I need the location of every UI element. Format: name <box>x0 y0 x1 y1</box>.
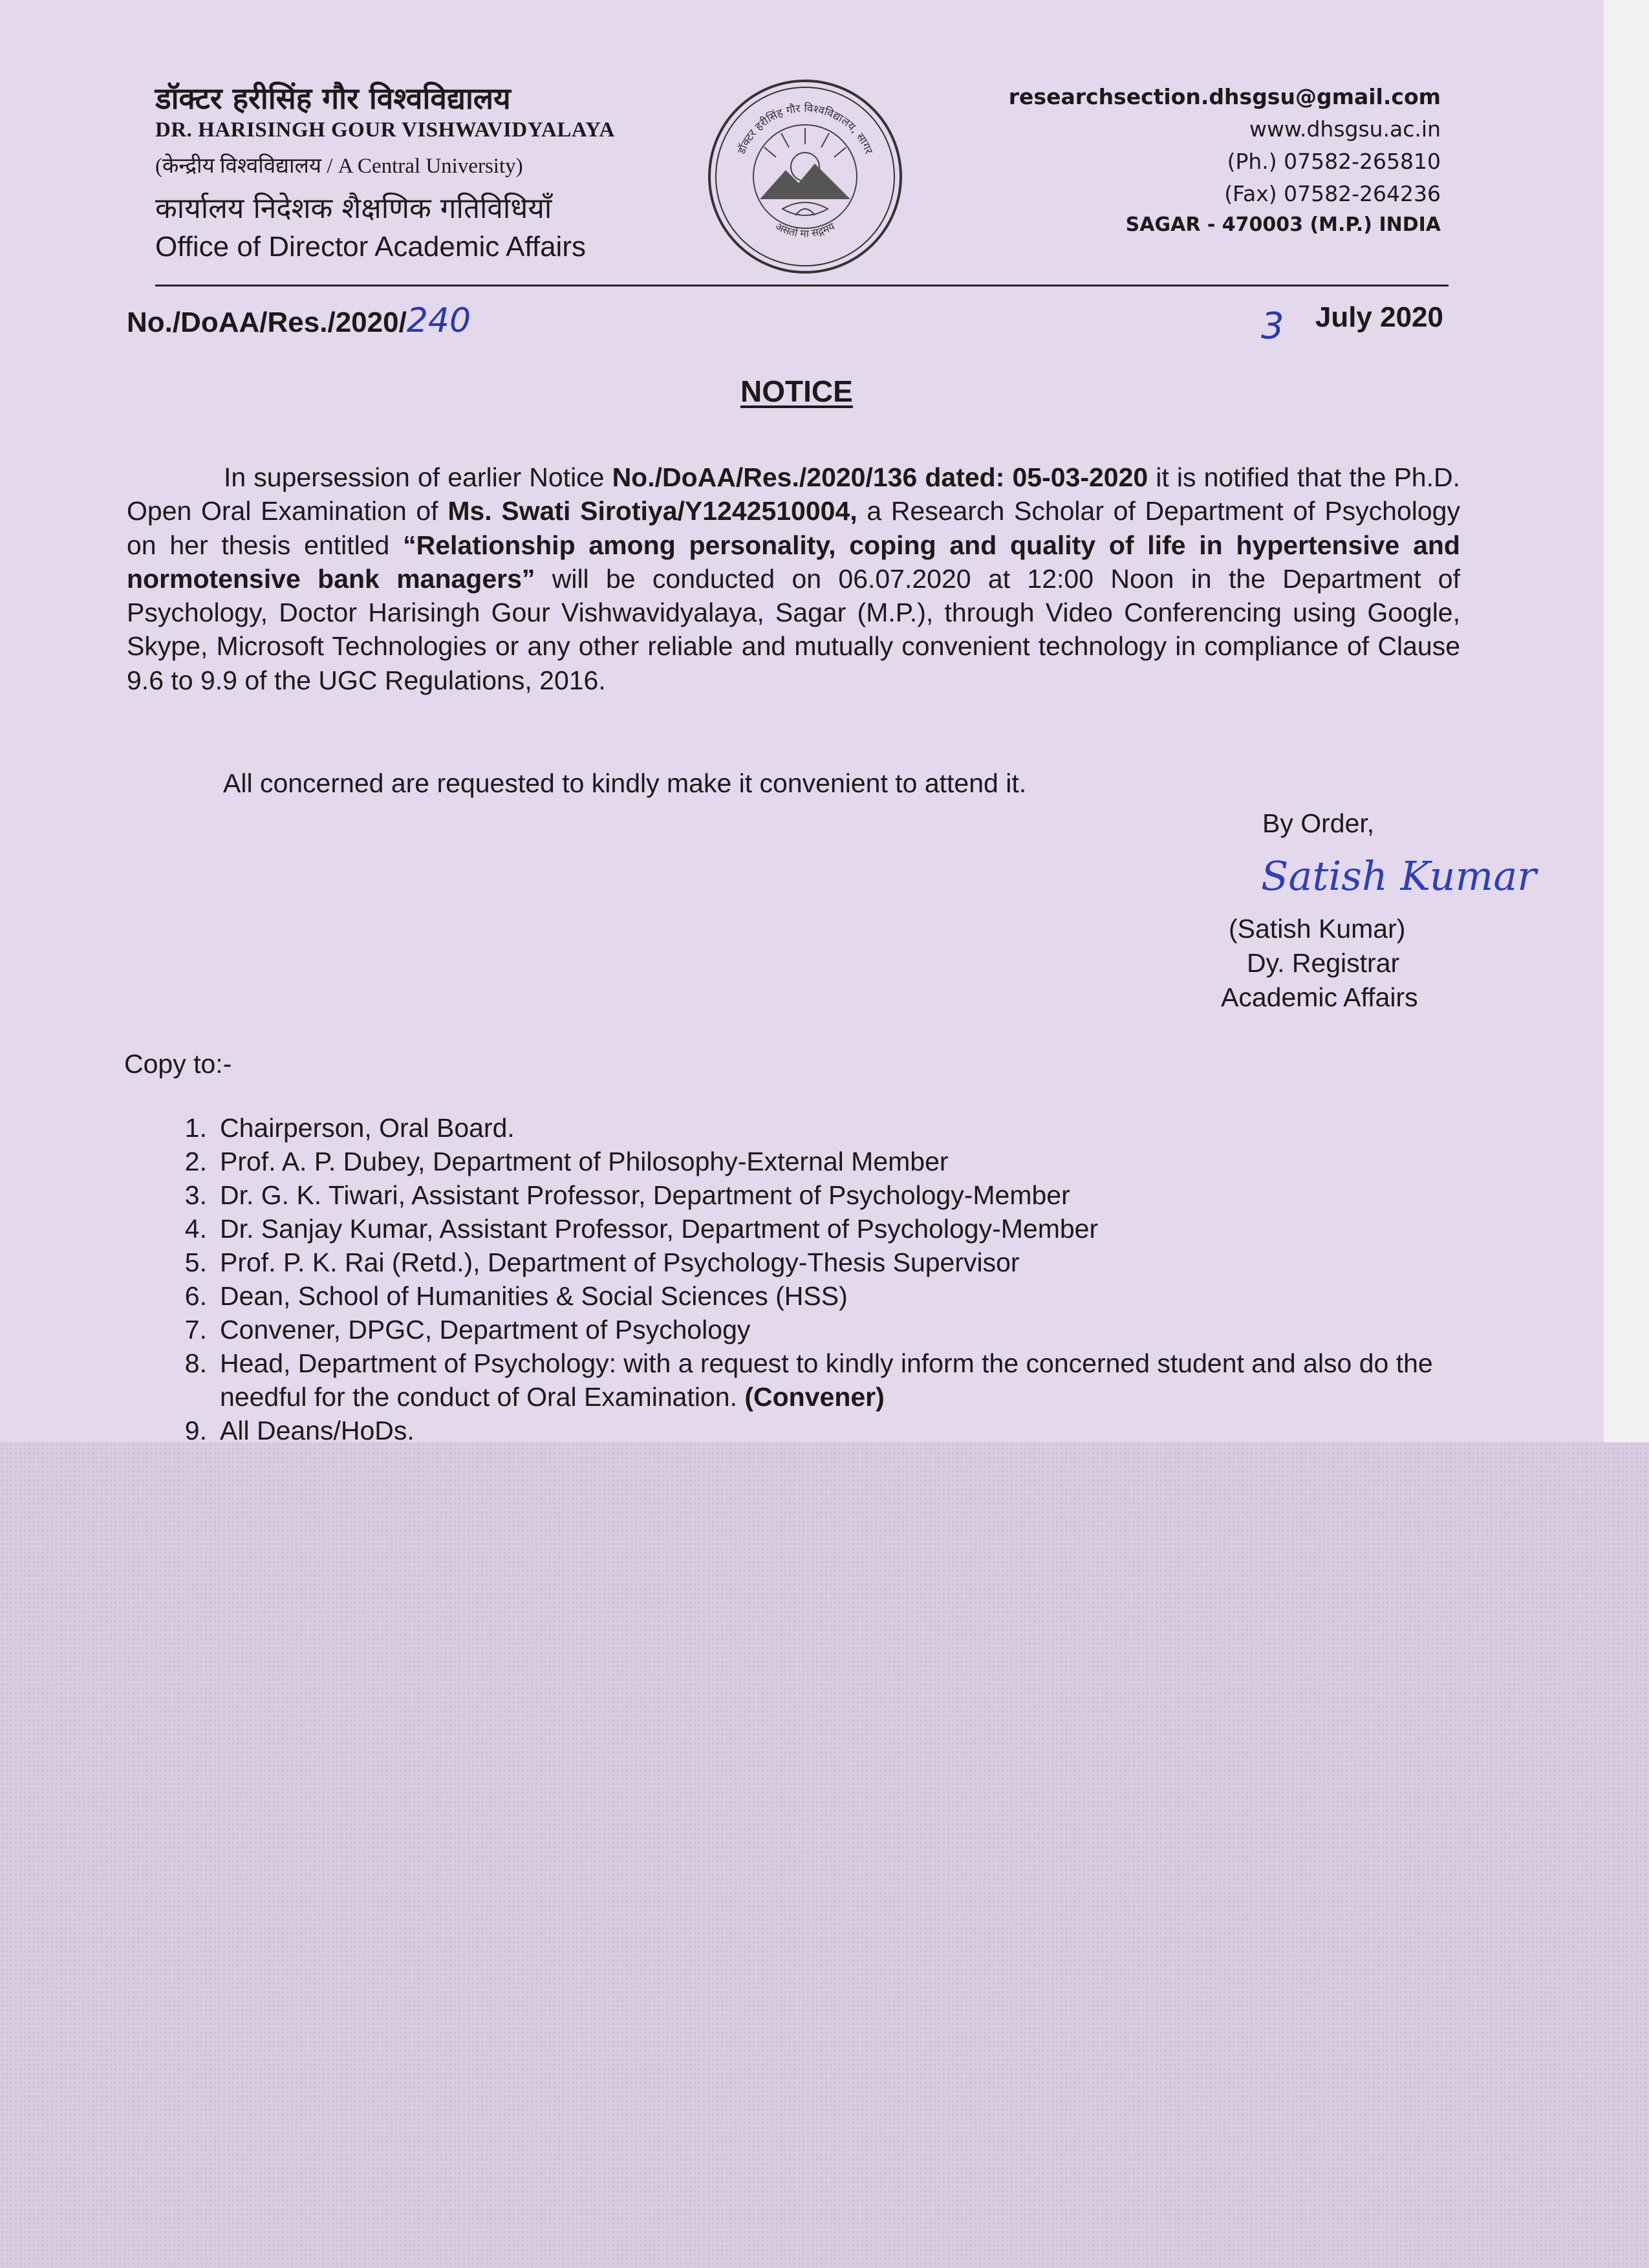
para-text: In supersession of earlier Notice <box>224 462 612 492</box>
by-order-label: By Order, <box>1262 808 1375 838</box>
list-item <box>168 1111 1455 1145</box>
scholar-name: Ms. Swati Sirotiya/Y1242510004, <box>447 496 857 526</box>
list-item-number: 8. <box>184 1348 207 1378</box>
notice-request-line: All concerned are requested to kindly make it convenient to attend it. <box>223 768 1027 798</box>
list-item <box>168 1212 1455 1246</box>
reference-number-printed: No./DoAA/Res./2020/ <box>127 307 407 338</box>
contact-phone: (Ph.) 07582-265810 <box>1227 149 1441 174</box>
university-name-hindi: डॉक्टर हरीसिंह गौर विश्वविद्यालय <box>155 81 511 116</box>
list-item-number: 7. <box>184 1315 207 1345</box>
list-item <box>168 1414 1455 1447</box>
signatory-designation: Dy. Registrar <box>1247 948 1400 978</box>
list-item-text: Dean, School of Humanities & Social Sciences (HSS) <box>220 1281 848 1311</box>
signatory-name: (Satish Kumar) <box>1229 914 1406 944</box>
list-item-text: All Deans/HoDs. <box>220 1416 415 1445</box>
list-item <box>168 1145 1455 1178</box>
list-item-emphasis: (Convener) <box>744 1382 885 1412</box>
svg-text:असतो मा सद्गमय <box>773 220 837 240</box>
thesis-title: “Relationship among personality, coping and quality of life in hypertensive and normotensive bank managers” <box>127 530 1460 594</box>
scan-margin <box>1604 0 1649 1442</box>
seal-text-top: डॉक्टर हरीसिंह गौर विश्वविद्यालय, सागर <box>735 102 876 157</box>
contact-fax: (Fax) 07582-264236 <box>1224 181 1441 206</box>
list-item <box>168 1246 1455 1279</box>
university-seal-icon <box>705 76 905 277</box>
list-item-text: Head, Department of Psychology: with a request to kindly inform the concerned student and also do the needful for the conduct of Oral Examination. <box>220 1348 1433 1412</box>
list-item-number: 1. <box>184 1113 207 1143</box>
header-divider <box>155 285 1449 286</box>
list-item-text: Chairperson, Oral Board. <box>220 1113 515 1143</box>
contact-email: researchsection.dhsgsu@gmail.com <box>1008 84 1441 109</box>
copy-to-list <box>168 1111 1455 1447</box>
list-item <box>168 1346 1455 1414</box>
reference-number-handwritten: 240 <box>406 301 471 340</box>
earlier-notice-reference: No./DoAA/Res./2020/136 dated: 05-03-2020 <box>612 462 1148 492</box>
office-name-english: Office of Director Academic Affairs <box>155 231 586 263</box>
office-name-hindi: कार्यालय निदेशक शैक्षणिक गतिविधियाँ <box>155 192 552 225</box>
list-item-number: 4. <box>184 1214 207 1244</box>
date-handwritten: 3 <box>1261 305 1284 347</box>
list-item-text: Prof. A. P. Dubey, Department of Philosophy-External Member <box>220 1147 949 1176</box>
university-name-english: DR. HARISINGH GOUR VISHWAVIDYALAYA <box>155 118 615 142</box>
list-item-number: 3. <box>184 1180 207 1210</box>
list-item-number: 5. <box>184 1247 207 1277</box>
signature-handwritten: Satish Kumar <box>1261 852 1536 900</box>
copy-to-label: Copy to:- <box>124 1049 232 1079</box>
list-item-number: 2. <box>184 1147 207 1176</box>
scan-background <box>0 1442 1649 2268</box>
list-item <box>168 1279 1455 1313</box>
central-university-label: (केन्द्रीय विश्वविद्यालय / A Central University) <box>155 155 523 178</box>
reference-number <box>127 301 471 340</box>
list-item-text: Dr. G. K. Tiwari, Assistant Professor, Department of Psychology-Member <box>220 1180 1070 1210</box>
list-item-number: 6. <box>184 1281 207 1311</box>
notice-body-paragraph <box>127 460 1460 697</box>
notice-title: NOTICE <box>740 374 853 408</box>
para-text: it is notified that the Ph.D. Open Oral Examination of <box>127 462 1461 526</box>
list-item-number: 9. <box>184 1416 207 1445</box>
seal-text-bottom: असतो मा सद्गमय <box>773 220 837 240</box>
date-printed: July 2020 <box>1315 301 1443 333</box>
para-text: will be conducted on 06.07.2020 at 12:00 Noon in the Department of Psychology, Doctor Harisingh Gour Vishwavidyalaya, Sagar (M.P.), through Video Conferencing using Google, Skype, Microsoft Technologies or any other reliable and mutually convenient technology in compliance of Clause 9.6 to 9.9 of the UGC Regulations, 2016. <box>127 563 1460 695</box>
list-item-text: Prof. P. K. Rai (Retd.), Department of Psychology-Thesis Supervisor <box>220 1247 1020 1277</box>
para-text: a Research Scholar of Department of Psychology on her thesis entitled <box>127 496 1460 560</box>
list-item <box>168 1313 1455 1346</box>
signatory-department: Academic Affairs <box>1221 982 1418 1012</box>
list-item <box>168 1178 1455 1212</box>
contact-address: SAGAR - 470003 (M.P.) INDIA <box>1125 213 1441 236</box>
list-item-text: Dr. Sanjay Kumar, Assistant Professor, Department of Psychology-Member <box>220 1214 1099 1244</box>
list-item-text: Convener, DPGC, Department of Psychology <box>220 1315 751 1345</box>
contact-website: www.dhsgsu.ac.in <box>1249 116 1441 142</box>
